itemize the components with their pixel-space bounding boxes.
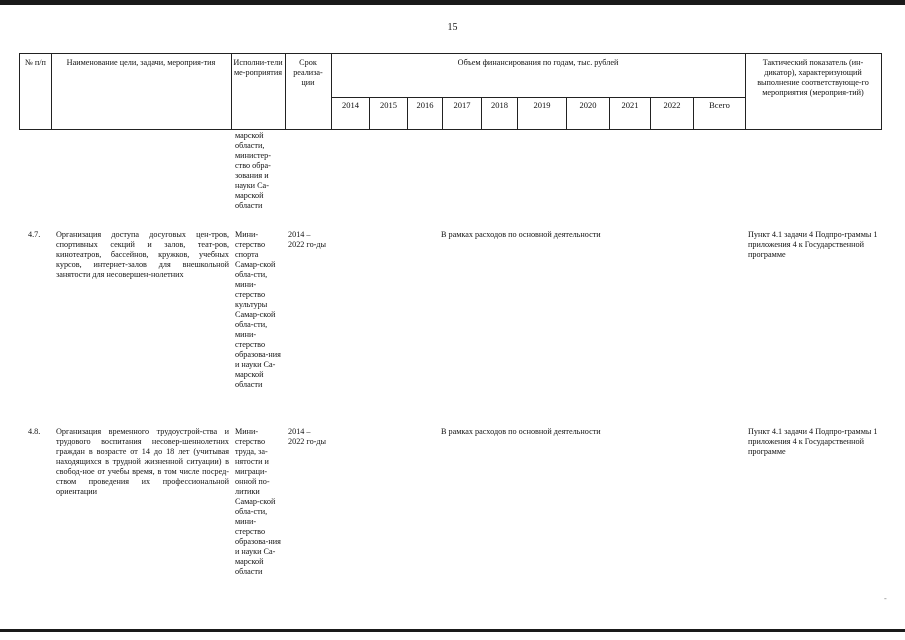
year-label: 2022 [663, 100, 681, 110]
year-label: 2017 [453, 100, 471, 110]
page-number: 15 [447, 22, 458, 33]
row-4-7-indicator: Пункт 4.1 задачи 4 Подпро-граммы 1 приложения 4 к Государственной программе [748, 230, 878, 259]
col-divider-num [51, 53, 52, 130]
stray-mark: - [884, 594, 887, 603]
col-divider-name [231, 53, 232, 130]
year-label: 2020 [579, 100, 597, 110]
year-label: Всего [709, 100, 730, 110]
year-label: 2021 [621, 100, 639, 110]
col-divider-term [331, 53, 332, 130]
row-4-7-funding: В рамках расходов по основной деятельности [441, 230, 601, 239]
header-indicator: Тактический показатель (ин-дикатор), характеризующий выполнение соответствующе-го мероприятия (мероприя-тий) [757, 58, 869, 97]
bottom-scan-edge [0, 629, 905, 632]
continuation-executors: марской области, министер-ство обра-зования и науки Са-марской области [235, 131, 271, 210]
row-4-8-executors: Мини-стерство труда, за-нятости и миграци-онной по-литики Самар-ской обла-сти, мини-стерство образова-ния и науки Са-марской области [235, 427, 281, 576]
row-4-8-indicator: Пункт 4.1 задачи 4 Подпро-граммы 1 приложения 4 к Государственной программе [748, 427, 878, 456]
row-4-8-name: Организация временного трудоустрой-ства и трудового воспитания несовер-шеннолетних граждан в возрасте от 14 до 18 лет (учитывая находящихся в трудной жизненной ситуации) в свобод-ное от учебы время, в том числе посред-ством проведения их профессиональной ориентации [56, 427, 229, 496]
year-label: 2014 [342, 100, 359, 110]
year-label: 2019 [533, 100, 551, 110]
header-term: Срок реализа-ции [293, 58, 323, 87]
row-4-8-funding: В рамках расходов по основной деятельности [441, 427, 601, 436]
col-divider-executors [285, 53, 286, 130]
header-executors: Исполни-тели ме-роприятия [233, 58, 283, 77]
col-divider-funding [745, 53, 746, 130]
table-right-border [881, 53, 882, 130]
top-scan-edge [0, 0, 905, 5]
table-top-border [19, 53, 881, 54]
header-num: № п/п [25, 58, 46, 67]
years-top-border [331, 97, 745, 98]
row-4-7-num: 4.7. [28, 230, 41, 239]
header-name: Наименование цели, задачи, мероприя-тия [66, 58, 216, 67]
row-4-7-name: Организация доступа досуговых цен-тров, спортивных секций и залов, теат-ров, кинотеатров, бассейнов, кружков, учебных курсов, интернет-залов для внешкольной занятости для несовершен-нолетних [56, 230, 229, 279]
row-4-8-num: 4.8. [28, 427, 41, 436]
row-4-7-executors: Мини-стерство спорта Самар-ской обла-сти, мини-стерство культуры Самар-ской обла-сти, мини-стерство образова-ния и науки Са-марской области [235, 230, 281, 389]
header-bottom-border [19, 129, 881, 130]
year-label: 2015 [380, 100, 397, 110]
header-funding: Объем финансирования по годам, тыс. рублей [457, 58, 619, 67]
year-label: 2016 [416, 100, 434, 110]
row-4-7-term: 2014 – 2022 го-ды [288, 230, 327, 249]
row-4-8-term: 2014 – 2022 го-ды [288, 427, 327, 446]
year-label: 2018 [491, 100, 508, 110]
